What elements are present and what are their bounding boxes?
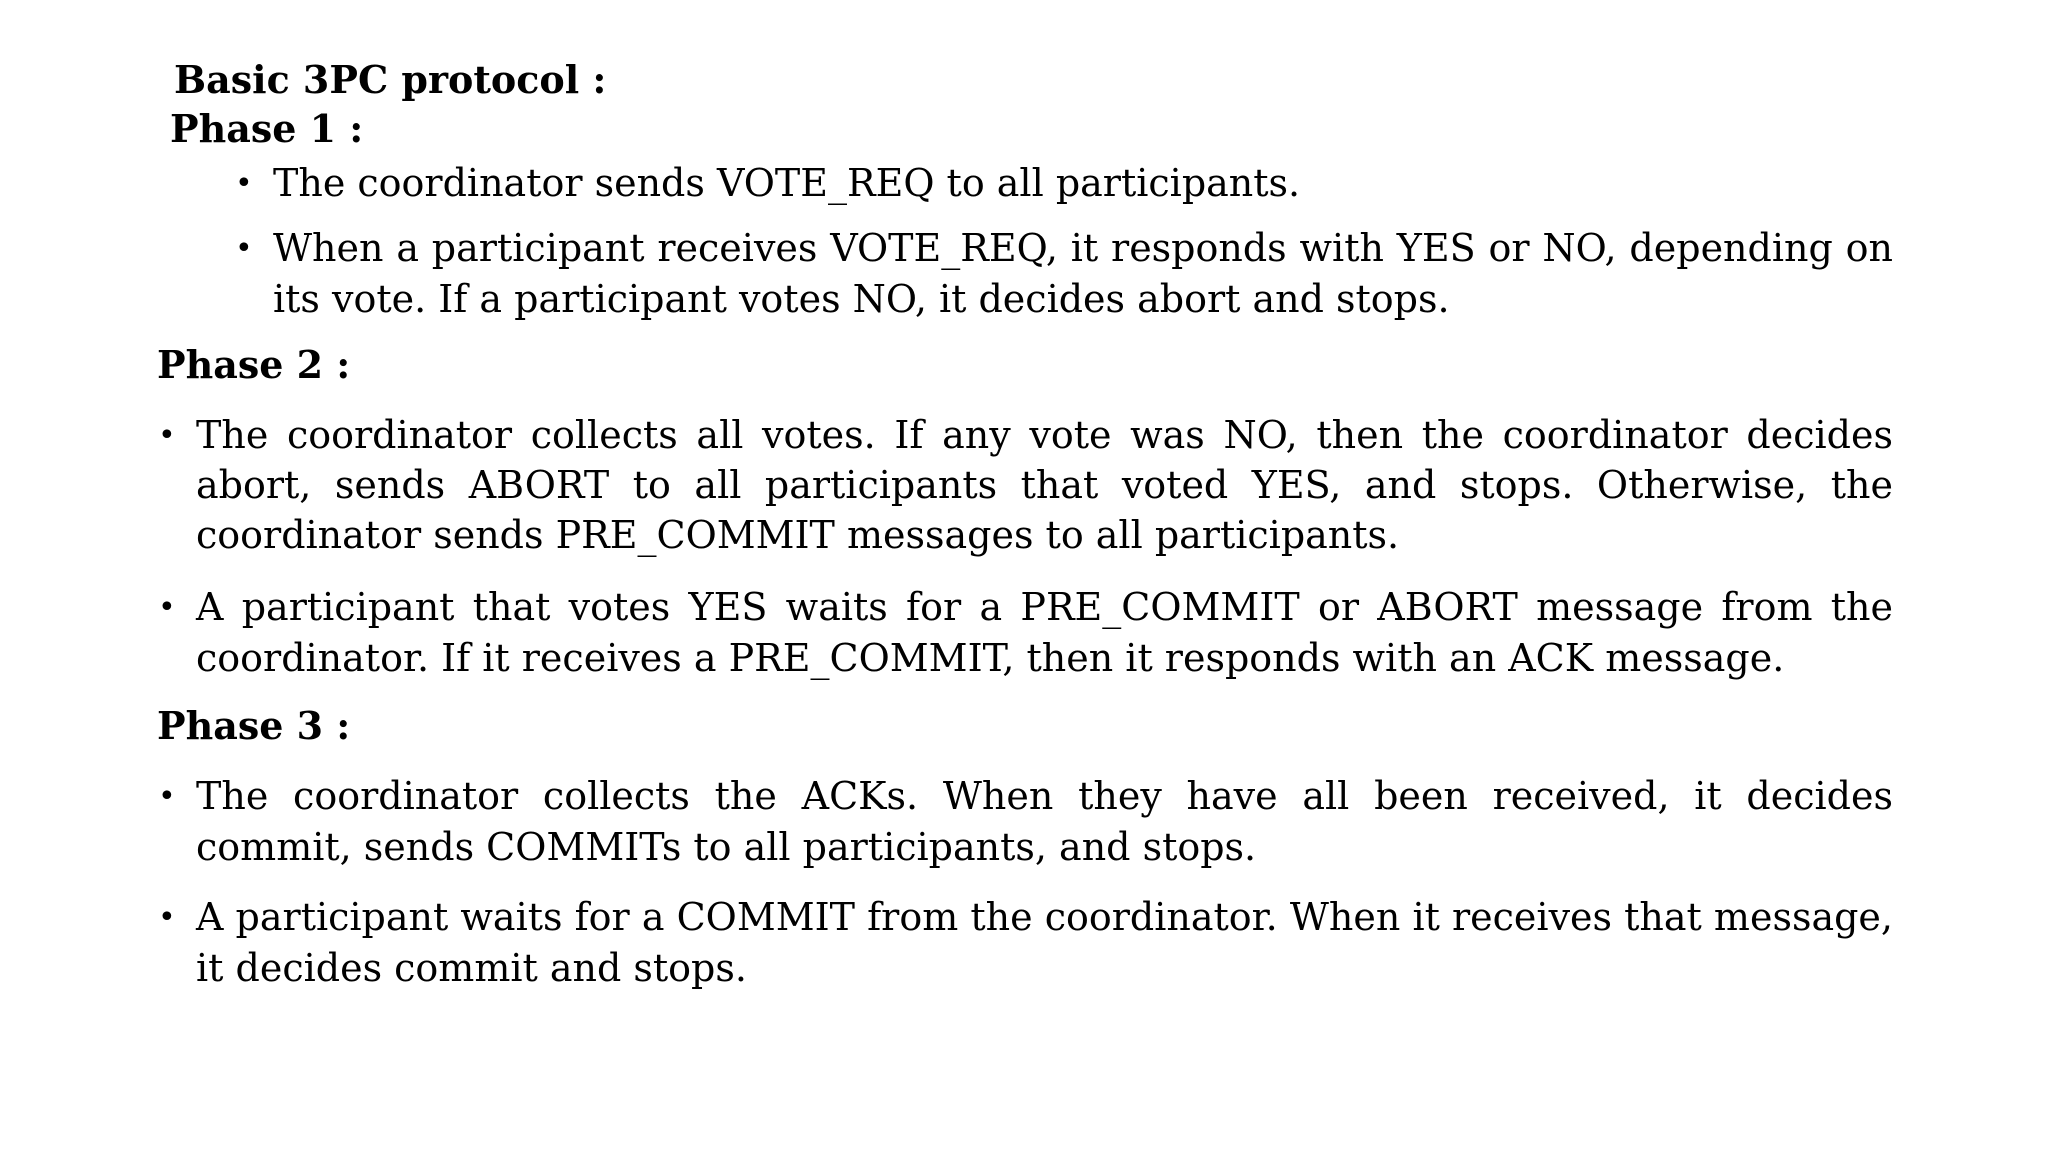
slide-title: Basic 3PC protocol : — [174, 57, 607, 102]
bullet-dot: • — [158, 418, 176, 453]
phase-1-bullet-1 — [235, 158, 1893, 209]
phase-1-heading: Phase 1 : — [170, 106, 364, 151]
phase-3-bullet-1 — [158, 771, 1893, 873]
bullet-dot: • — [158, 590, 176, 625]
phase-2-heading: Phase 2 : — [157, 342, 351, 387]
bullet-text: A participant that votes YES waits for a PRE_COMMIT or ABORT message from the coordinator. If it receives a PRE_COMMIT, then it responds with an ACK message. — [196, 585, 1893, 680]
phase-1-bullet-2 — [235, 223, 1893, 325]
phase-3-bullet-2 — [158, 892, 1893, 994]
bullet-dot: • — [158, 779, 176, 814]
bullet-dot: • — [235, 166, 253, 201]
bullet-text: The coordinator sends VOTE_REQ to all participants. — [273, 161, 1301, 205]
bullet-dot: • — [235, 231, 253, 266]
phase-2-bullet-2 — [158, 582, 1893, 684]
bullet-text: The coordinator collects all votes. If any vote was NO, then the coordinator decides abort, sends ABORT to all participants that voted YES, and stops. Otherwise, the coordinator sends PRE_COMMIT messages to all participants. — [196, 413, 1893, 557]
bullet-text: When a participant receives VOTE_REQ, it responds with YES or NO, depending on its vote. If a participant votes NO, it decides abort and stops. — [273, 226, 1893, 321]
phase-2-bullet-1 — [158, 410, 1893, 560]
bullet-text: The coordinator collects the ACKs. When they have all been received, it decides commit, sends COMMITs to all participants, and stops. — [196, 774, 1893, 869]
bullet-text: A participant waits for a COMMIT from the coordinator. When it receives that message, it decides commit and stops. — [196, 895, 1893, 990]
phase-3-heading: Phase 3 : — [157, 703, 351, 748]
bullet-dot: • — [158, 900, 176, 935]
